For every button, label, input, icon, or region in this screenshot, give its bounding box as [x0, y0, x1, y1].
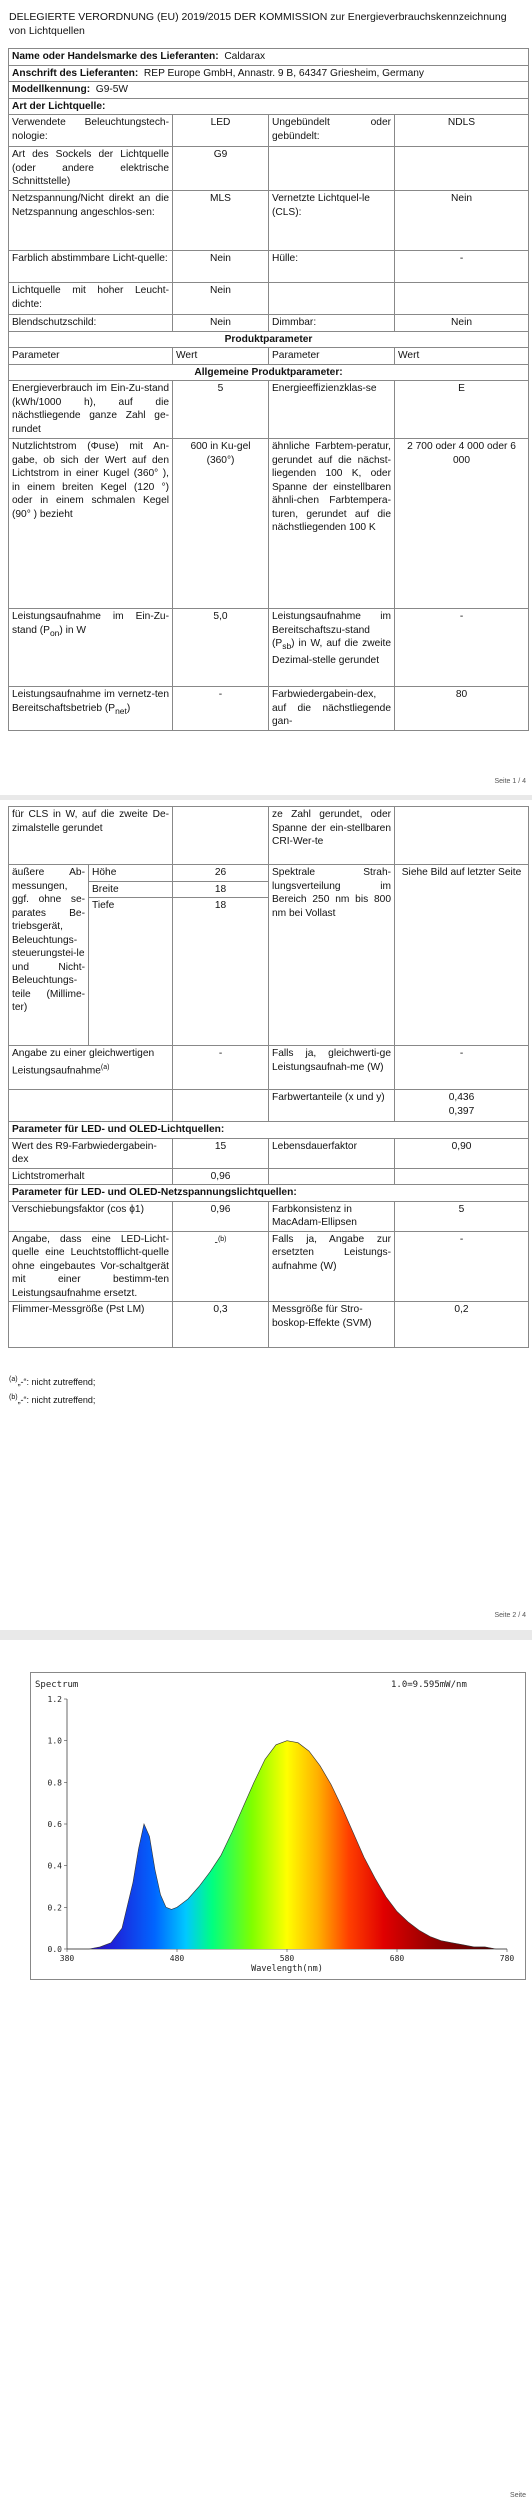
chart-title: Spectrum: [35, 1680, 79, 1690]
row-label: Blendschutzschild:: [9, 315, 173, 332]
row-value: Nein: [173, 283, 269, 315]
x-tick-label: 480: [169, 1954, 185, 1963]
row-label: [269, 609, 395, 687]
row-value: 2 700 oder 4 000 oder 6 000: [395, 439, 529, 609]
row-label: Nutzlichtstrom (Φuse) mit An-gabe, ob sich der Wert auf den Lichtstrom in einer Kugel (360° ), in einem breiten Kegel (120 °) oder in einem schmalen Kegel (90° ) bezieht: [9, 439, 173, 609]
y-tick-label: 1.2: [47, 1695, 62, 1704]
page-footer: Seite: [510, 2492, 526, 2499]
x-tick-label: 380: [59, 1954, 75, 1963]
dim-value: 18: [173, 881, 269, 898]
row-label: Dimmbar:: [269, 315, 395, 332]
table-row: [9, 1302, 529, 1348]
column-header: Wert: [173, 348, 269, 365]
row-label: Lebensdauerfaktor: [269, 1138, 395, 1168]
text: Leistungsaufnahme im vernetz-ten Bereitschaftsbetrieb (P: [12, 689, 169, 714]
row-value: 15: [173, 1138, 269, 1168]
row-value: -: [173, 1046, 269, 1090]
dims-label: äußere Ab-messungen, ggf. ohne se-parates Be-triebsgerät, Beleuchtungs-steuerungstei-le und Nicht-Beleuchtungs-teile (Millime-ter): [9, 865, 89, 1046]
supplier-name: Caldarax: [224, 51, 266, 62]
page-footer: Seite 2 / 4: [494, 1612, 526, 1619]
row-value: LED: [173, 115, 269, 147]
table-row: [9, 147, 529, 191]
row-label: Vernetzte Lichtquel-le (CLS):: [269, 191, 395, 251]
row-label: Netzspannung/Nicht direkt an die Netzspannung angeschlos-sen:: [9, 191, 173, 251]
general-params-heading-row: [9, 364, 529, 381]
row-label: Farbwertanteile (x und y): [269, 1090, 395, 1122]
table-row: [9, 115, 529, 147]
row-value: Nein: [395, 191, 529, 251]
led-oled-heading: Parameter für LED- und OLED-Lichtquellen:: [9, 1122, 529, 1139]
row-value: 80: [395, 687, 529, 731]
row-value: -: [173, 687, 269, 731]
supplier-name-row: [9, 49, 529, 66]
row-label: Lichtquelle mit hoher Leucht-dichte:: [9, 283, 173, 315]
row-value: Nein: [173, 251, 269, 283]
led-oled-heading-row: [9, 1122, 529, 1139]
row-label: Farblich abstimmbare Licht-quelle:: [9, 251, 173, 283]
row-label: [269, 283, 395, 315]
page-separator: [0, 1630, 532, 1640]
dim-key: Höhe: [89, 865, 173, 882]
dim-key: Tiefe: [89, 898, 173, 1046]
superscript: (a): [100, 1063, 110, 1071]
row-label: Falls ja, Angabe zur ersetzten Leistungs-aufnahme (W): [269, 1231, 395, 1302]
model-row: [9, 82, 529, 99]
column-header: Parameter: [269, 348, 395, 365]
row-value: 0,96: [173, 1201, 269, 1231]
row-value: 5,0: [173, 609, 269, 687]
row-label: Angabe, dass eine LED-Licht-quelle eine Leuchtstofflicht-quelle ohne eingebautes Vor-schaltgerät mit einer bestimm-ten Leistungsaufnahme ersetzt.: [9, 1231, 173, 1302]
column-header: Parameter: [9, 348, 173, 365]
column-header: Wert: [395, 348, 529, 365]
spectral-label: Spektrale Strah-lungsverteilung im Bereich 250 nm bis 800 nm bei Vollast: [269, 865, 395, 1046]
table-row: [9, 1231, 529, 1302]
dim-key: Breite: [89, 881, 173, 898]
table-row: [9, 1168, 529, 1185]
footnote-a: [9, 1372, 95, 1390]
footnote-mark: (b): [9, 1394, 18, 1401]
text: ) in W, auf die zweite Dezimal-stelle gerundet: [272, 638, 391, 666]
x-tick-label: 680: [389, 1954, 405, 1963]
general-params-heading: Allgemeine Produktparameter:: [9, 364, 529, 381]
table-row: [9, 1090, 529, 1122]
row-label: Falls ja, gleichwerti-ge Leistungsaufnah-me (W): [269, 1046, 395, 1090]
spectrum-fill: [67, 1699, 507, 1949]
row-label: [9, 687, 173, 731]
dim-value: 18: [173, 898, 269, 1046]
y-tick-label: 0.6: [47, 1820, 62, 1829]
subscript: on: [49, 627, 60, 638]
row-value: 5: [173, 381, 269, 439]
row-label: Messgröße für Stro-boskop-Effekte (SVM): [269, 1302, 395, 1348]
page-footer: Seite 1 / 4: [494, 778, 526, 785]
row-label: [269, 1168, 395, 1185]
subscript: sb: [282, 641, 292, 652]
row-value: [395, 1168, 529, 1185]
table-row: [9, 251, 529, 283]
table-row: [9, 1138, 529, 1168]
table-row: [9, 687, 529, 731]
x-tick-label: 580: [279, 1954, 295, 1963]
y-tick-label: 0.0: [47, 1945, 62, 1954]
table-row: [9, 315, 529, 332]
table-row: [9, 191, 529, 251]
row-value: 0,436 0,397: [395, 1090, 529, 1122]
row-value: [173, 807, 269, 865]
label-table-page2: [8, 806, 529, 1348]
row-value: 5: [395, 1201, 529, 1231]
text: Leistungsaufnahme im Bereitschaftszu-stand (P: [272, 611, 391, 649]
table-row: [9, 1046, 529, 1090]
row-value: MLS: [173, 191, 269, 251]
spectrum-chart-frame: [30, 1672, 526, 1980]
text: ): [126, 702, 131, 714]
table-row: [9, 439, 529, 609]
row-value: [173, 1231, 269, 1302]
row-label: Flimmer-Messgröße (Pst LM): [9, 1302, 173, 1348]
document-title: DELEGIERTE VERORDNUNG (EU) 2019/2015 DER KOMMISSION zur Energieverbrauchskennzeichnung von Lichtquellen: [9, 11, 507, 37]
label-table-page1: [8, 48, 529, 731]
text: ) in W: [59, 624, 87, 636]
supplier-address-row: [9, 65, 529, 82]
row-value: 600 in Ku-gel (360°): [173, 439, 269, 609]
row-label: Art des Sockels der Lichtquelle (oder andere elektrische Schnittstelle): [9, 147, 173, 191]
model-id: G9-5W: [95, 84, 129, 95]
table-row: [9, 807, 529, 865]
row-label: für CLS in W, auf die zweite De-zimalstelle gerundet: [9, 807, 173, 865]
row-value: [395, 807, 529, 865]
row-label: Farbwiedergabein-dex, auf die nächstliegende gan-: [269, 687, 395, 731]
page-2: [0, 800, 532, 1630]
row-label: Energieeffizienzklas-se: [269, 381, 395, 439]
x-tick-label: 780: [499, 1954, 515, 1963]
row-value: [395, 283, 529, 315]
param-header-row: [9, 348, 529, 365]
row-value: NDLS: [395, 115, 529, 147]
text: Leistungsaufnahme im Ein-Zu-stand (P: [12, 611, 169, 636]
text: -: [214, 1236, 218, 1248]
footnote-mark: (a): [9, 1376, 18, 1383]
row-label: ze Zahl gerundet, oder Spanne der ein-stellbaren CRI-Wer-te: [269, 807, 395, 865]
y-tick-label: 0.4: [47, 1861, 62, 1871]
row-label: [9, 1046, 173, 1090]
x-axis-label: Wavelength(nm): [251, 1964, 323, 1974]
row-value: -: [395, 251, 529, 283]
page-3: [0, 1640, 532, 2510]
row-value: 0,90: [395, 1138, 529, 1168]
row-label: Wert des R9-Farbwiedergabein-dex: [9, 1138, 173, 1168]
dims-row-height: [9, 865, 529, 882]
row-label: Lichtstromerhalt: [9, 1168, 173, 1185]
footnote-b: [9, 1390, 95, 1408]
spectral-value: Siehe Bild auf letzter Seite: [395, 865, 529, 1046]
light-source-type-row: [9, 98, 529, 115]
row-label: Verschiebungsfaktor (cos ϕ1): [9, 1201, 173, 1231]
dim-value: 26: [173, 865, 269, 882]
row-label: Ungebündelt oder gebündelt:: [269, 115, 395, 147]
row-label: [9, 609, 173, 687]
row-value: E: [395, 381, 529, 439]
supplier-address-label: Anschrift des Lieferanten:: [12, 67, 139, 79]
row-value: 0,96: [173, 1168, 269, 1185]
table-row: [9, 381, 529, 439]
row-value: Nein: [173, 315, 269, 332]
spectrum-chart: [31, 1673, 525, 1979]
row-label: Energieverbrauch im Ein-Zu-stand (kWh/1000 h), auf die nächstliegende ganze Zahl ge-rundet: [9, 381, 173, 439]
row-value: Nein: [395, 315, 529, 332]
table-row: [9, 609, 529, 687]
light-source-type-heading: Art der Lichtquelle:: [9, 98, 529, 115]
row-value: -: [395, 1231, 529, 1302]
row-label: Farbkonsistenz in MacAdam-Ellipsen: [269, 1201, 395, 1231]
row-label: Hülle:: [269, 251, 395, 283]
table-row: [9, 1201, 529, 1231]
y-tick-label: 0.2: [47, 1903, 62, 1913]
footnotes: [9, 1372, 95, 1408]
text: Angabe zu einer gleichwertigen Leistungsaufnahme: [12, 1048, 155, 1076]
row-value: [395, 147, 529, 191]
row-label: [269, 147, 395, 191]
y-tick-label: 0.8: [47, 1778, 62, 1788]
table-row: [9, 283, 529, 315]
row-label: ähnliche Farbtem-peratur, gerundet auf die nächst-liegenden 100 K, oder Spanne der einstellbaren ähnli-chen Farbtempera-turen, gerundet auf die nächstliegenden 100 K: [269, 439, 395, 609]
row-value: 0,2: [395, 1302, 529, 1348]
row-value: -: [395, 1046, 529, 1090]
subscript: net: [115, 705, 127, 716]
row-label: [9, 1090, 173, 1122]
mains-heading-row: [9, 1185, 529, 1202]
supplier-name-label: Name oder Handelsmarke des Lieferanten:: [12, 51, 219, 62]
row-value: [173, 1090, 269, 1122]
y-tick-label: 1.0: [47, 1736, 62, 1746]
page-1: [0, 0, 532, 795]
chart-annotation: 1.0=9.595mW/nm: [391, 1680, 467, 1690]
row-value: 0,3: [173, 1302, 269, 1348]
footnote-text: „-“: nicht zutreffend;: [17, 1395, 96, 1405]
supplier-address: REP Europe GmbH, Annastr. 9 B, 64347 Griesheim, Germany: [143, 67, 425, 79]
superscript: (b): [217, 1235, 227, 1243]
mains-heading: Parameter für LED- und OLED-Netzspannungslichtquellen:: [9, 1185, 529, 1202]
product-params-heading-row: [9, 331, 529, 348]
row-label: Verwendete Beleuchtungstech-nologie:: [9, 115, 173, 147]
footnote-text: „-“: nicht zutreffend;: [17, 1377, 96, 1387]
row-value: G9: [173, 147, 269, 191]
product-params-heading: Produktparameter: [9, 331, 529, 348]
model-label: Modellkennung:: [12, 84, 91, 95]
row-value: -: [395, 609, 529, 687]
